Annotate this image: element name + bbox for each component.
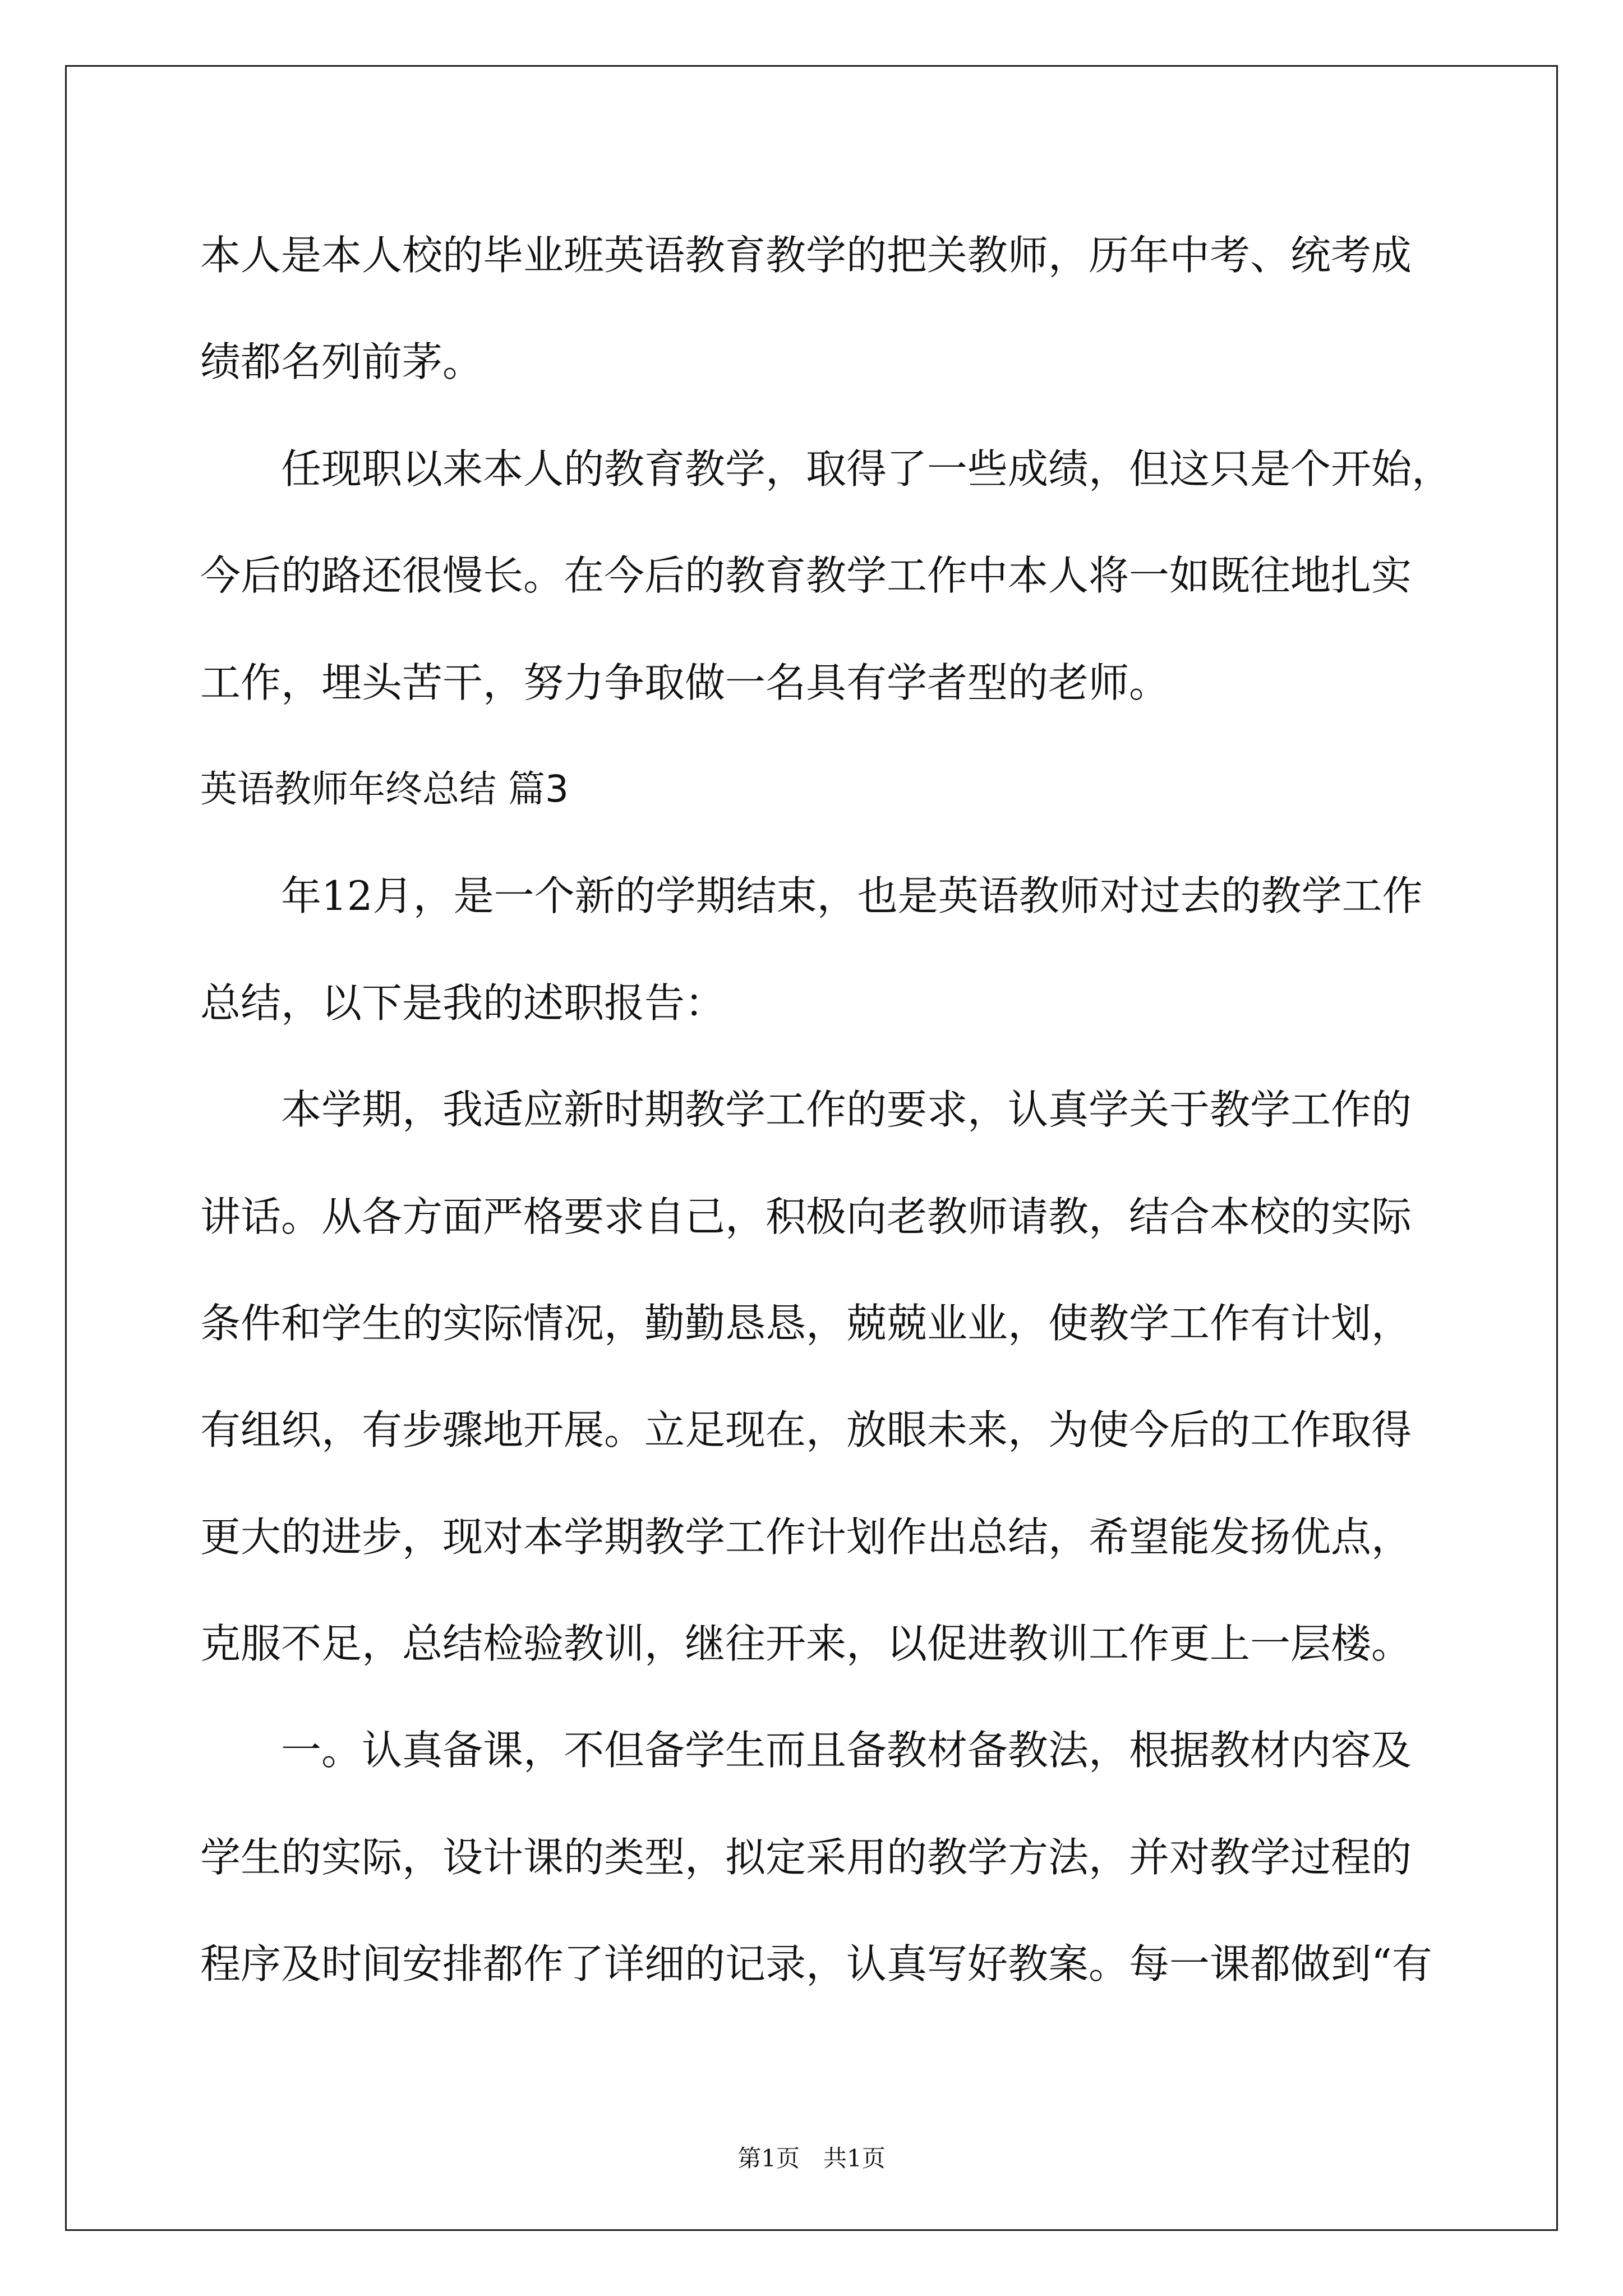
text-line: 讲话。从各方面严格要求自己，积极向老教师请教，结合本校的实际 <box>200 1193 1412 1240</box>
text-line: 克服不足，总结检验教训，继往开来，以促进教训工作更上一层楼。 <box>200 1620 1412 1668</box>
text-line: 有组织，有步骤地开展。立足现在，放眼未来，为使今后的工作取得 <box>200 1406 1412 1454</box>
text-line: 学生的实际，设计课的类型，拟定采用的教学方法，并对教学过程的 <box>200 1833 1412 1881</box>
section-heading: 英语教师年终总结 篇3 <box>200 767 569 811</box>
page-number-footer: 第1页 共1页 <box>737 2145 886 2172</box>
text-line: 绩都名列前茅。 <box>200 338 483 386</box>
text-line: 更大的进步，现对本学期教学工作计划作出总结，希望能发扬优点， <box>200 1513 1412 1561</box>
text-line: 工作，埋头苦干，努力争取做一名具有学者型的老师。 <box>200 659 1170 706</box>
text-line: 今后的路还很慢长。在今后的教育教学工作中本人将一如既往地扎实 <box>200 552 1412 600</box>
text-line: 程序及时间安排都作了详细的记录，认真写好教案。每一课都做到“有 <box>200 1940 1432 1988</box>
document-body <box>200 202 1453 2018</box>
text-line: 任现职以来本人的教育教学，取得了一些成绩，但这只是个开始， <box>200 445 1453 493</box>
text-line: 本人是本人校的毕业班英语教育教学的把关教师，历年中考、统考成 <box>200 232 1412 279</box>
text-line: 本学期，我适应新时期教学工作的要求，认真学关于教学工作的 <box>200 1086 1412 1134</box>
text-line: 年12月，是一个新的学期结束，也是英语教师对过去的教学工作 <box>200 872 1423 920</box>
text-line: 条件和学生的实际情况，勤勤恳恳，兢兢业业，使教学工作有计划， <box>200 1299 1412 1347</box>
text-line: 一。认真备课，不但备学生而且备教材备教法，根据教材内容及 <box>200 1727 1412 1774</box>
text-line: 总结，以下是我的述职报告： <box>200 979 726 1027</box>
